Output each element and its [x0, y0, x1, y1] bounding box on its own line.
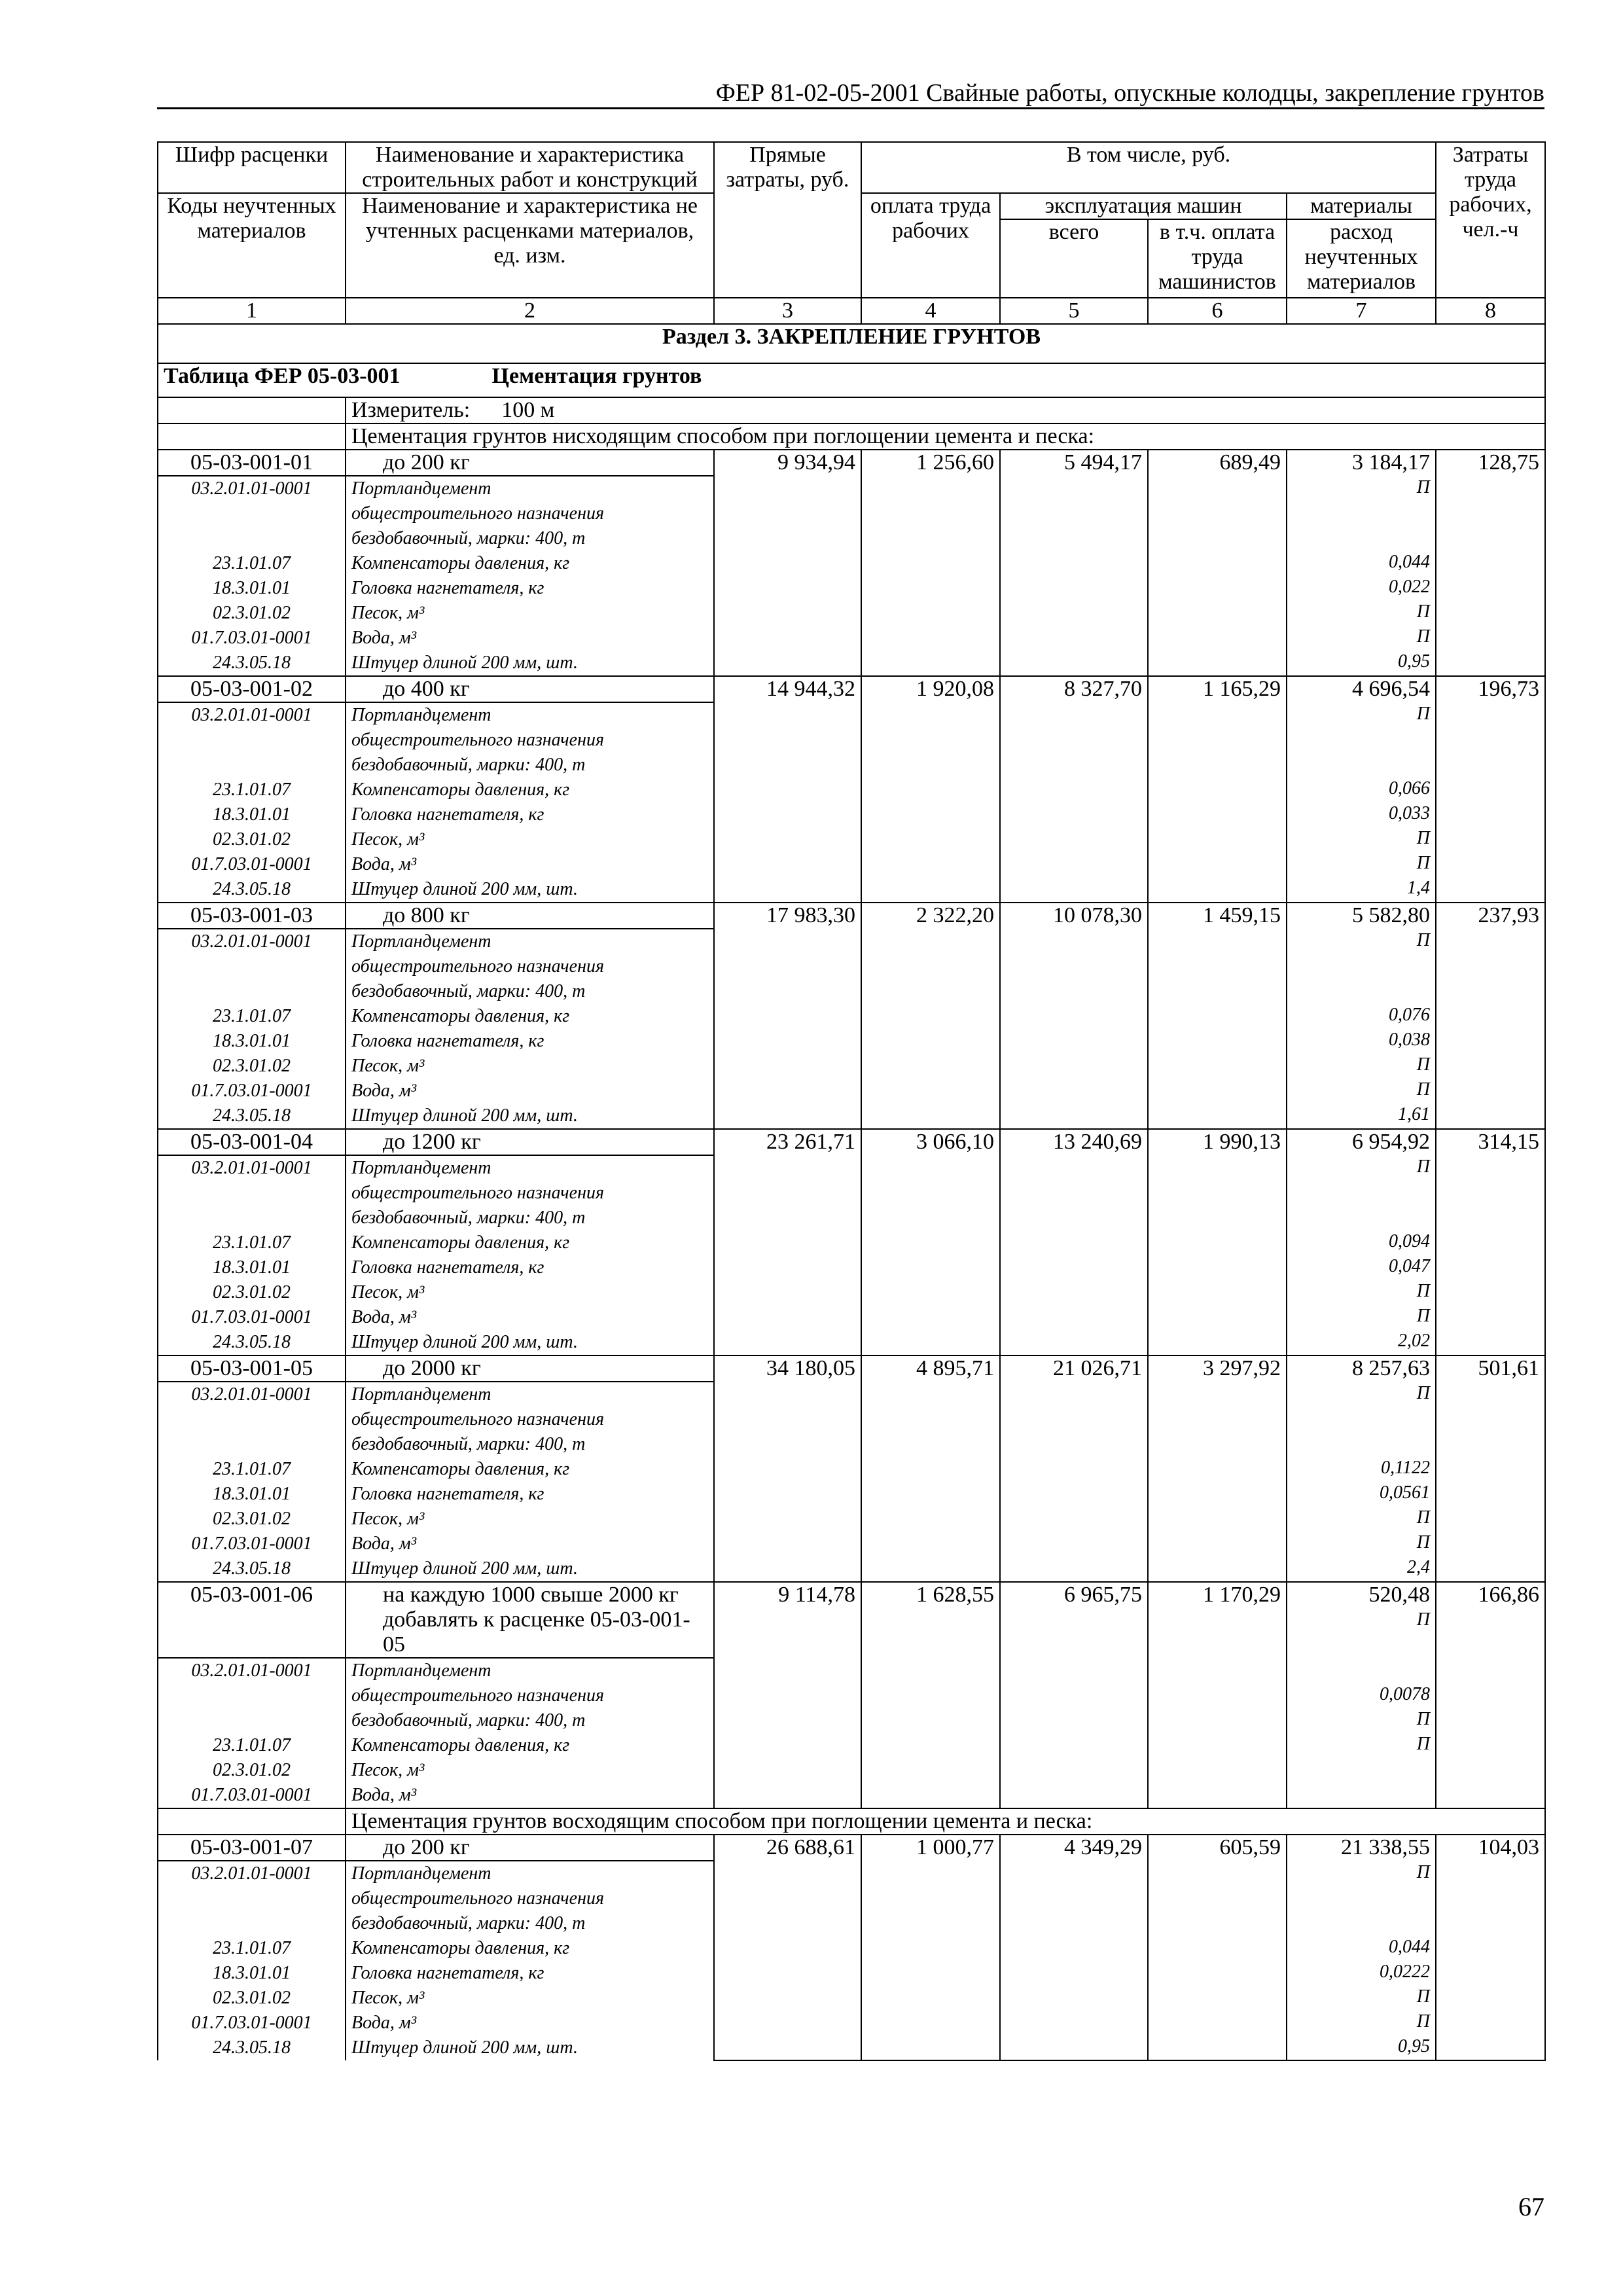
material-code: 23.1.01.07 [158, 778, 346, 802]
material-code: 23.1.01.07 [158, 1004, 346, 1029]
material-qty [1287, 1632, 1435, 1657]
material-code: 01.7.03.01-0001 [158, 852, 346, 877]
machinist-pay: 689,49 [1148, 450, 1287, 676]
material-name: Портландцемент [346, 1382, 714, 1407]
material-qty: 0,0078 [1380, 1684, 1430, 1704]
material-code: 01.7.03.01-0001 [158, 1783, 346, 1808]
labor-hours: 314,15 [1436, 1129, 1545, 1355]
labor-hours: 104,03 [1436, 1835, 1545, 2060]
machines-total: 21 026,71 [1000, 1355, 1148, 1582]
material-name: Головка нагнетателя, кг [346, 576, 714, 601]
material-name: бездобавочный, марки: 400, т [346, 1432, 714, 1457]
material-qty: П [1416, 1306, 1430, 1326]
material-code [158, 728, 346, 753]
material-qty: П [1416, 828, 1430, 848]
table-code: Таблица ФЕР 05-03-001 [164, 364, 401, 388]
material-qty: 0,076 [1389, 1005, 1430, 1025]
material-name: Портландцемент [346, 1155, 714, 1181]
material-code: 01.7.03.01-0001 [158, 1532, 346, 1556]
material-name: Штуцер длиной 200 мм, шт. [346, 1103, 714, 1129]
rate-code: 05-03-001-01 [158, 450, 346, 476]
material-qty [1287, 500, 1435, 525]
rate-name: до 1200 кг [346, 1129, 714, 1155]
labor-hours: 128,75 [1436, 450, 1545, 676]
material-name: Песок, м³ [346, 1986, 714, 2011]
material-qty: П [1416, 1609, 1430, 1630]
machines-total: 13 240,69 [1000, 1129, 1148, 1355]
rate-code: 05-03-001-07 [158, 1835, 346, 1861]
material-qty: П [1416, 1986, 1430, 2007]
rate-code: 05-03-001-02 [158, 676, 346, 702]
direct-cost: 34 180,05 [714, 1355, 861, 1582]
rate-code: 05-03-001-03 [158, 903, 346, 929]
material-code [158, 526, 346, 551]
material-name: бездобавочный, марки: 400, т [346, 526, 714, 551]
material-qty: 0,038 [1389, 1030, 1430, 1050]
material-qty: 1,61 [1398, 1104, 1430, 1124]
material-name: Вода, м³ [346, 1532, 714, 1556]
material-name: Портландцемент [346, 476, 714, 501]
col-number: 8 [1436, 298, 1545, 324]
labor-pay: 4 895,71 [861, 1355, 1000, 1582]
material-name: Портландцемент [346, 1658, 714, 1683]
material-code: 02.3.01.02 [158, 827, 346, 852]
material-qty: П [1416, 477, 1430, 497]
material-qty: 0,0561 [1380, 1482, 1430, 1503]
labor-hours: 237,93 [1436, 903, 1545, 1129]
material-code: 23.1.01.07 [158, 1230, 346, 1255]
machinist-pay: 1 170,29 [1148, 1582, 1287, 1808]
material-qty: 0,044 [1389, 552, 1430, 572]
col-header-labor-pay: оплата труда рабочих [861, 193, 1000, 298]
header-rule [157, 107, 1544, 109]
material-qty: П [1416, 1532, 1430, 1552]
material-code [158, 1886, 346, 1911]
machinist-pay: 1 459,15 [1148, 903, 1287, 1129]
material-qty: П [1416, 2011, 1430, 2032]
material-qty: 0,033 [1389, 803, 1430, 823]
col-number: 7 [1287, 298, 1436, 324]
material-qty: 1,4 [1407, 878, 1430, 898]
material-code: 03.2.01.01-0001 [158, 702, 346, 728]
material-qty [1287, 1885, 1435, 1910]
material-qty: 0,95 [1398, 2036, 1430, 2056]
material-name: бездобавочный, марки: 400, т [346, 979, 714, 1004]
material-code: 03.2.01.01-0001 [158, 1155, 346, 1181]
material-qty: 0,066 [1389, 778, 1430, 798]
machinist-pay: 3 297,92 [1148, 1355, 1287, 1582]
rate-code: 05-03-001-04 [158, 1129, 346, 1155]
material-name: Компенсаторы давления, кг [346, 1457, 714, 1482]
direct-cost: 17 983,30 [714, 903, 861, 1129]
material-code: 01.7.03.01-0001 [158, 626, 346, 651]
material-qty: П [1416, 1079, 1430, 1100]
measure-label: Измеритель: [351, 398, 471, 422]
material-name: Головка нагнетателя, кг [346, 1482, 714, 1507]
material-qty: П [1416, 1862, 1430, 1882]
col-header-material-usage: расход неучтенных материалов [1287, 219, 1436, 298]
material-code: 18.3.01.01 [158, 802, 346, 827]
material-name: Вода, м³ [346, 852, 714, 877]
material-name: Песок, м³ [346, 601, 714, 626]
material-qty: П [1416, 1507, 1430, 1528]
material-name: Вода, м³ [346, 626, 714, 651]
materials-cell [1287, 677, 1435, 901]
col-header-materials: материалы [1287, 193, 1436, 219]
material-name: Вода, м³ [346, 1079, 714, 1103]
material-qty: П [1416, 1157, 1430, 1177]
rate-row [158, 1129, 1545, 1155]
material-name: Песок, м³ [346, 1507, 714, 1532]
material-name: бездобавочный, марки: 400, т [346, 1206, 714, 1230]
materials-cost-value: 8 257,63 [1352, 1356, 1430, 1380]
section-title: Раздел 3. ЗАКРЕПЛЕНИЕ ГРУНТОВ [158, 324, 1545, 363]
running-header: ФЕР 81-02-05-2001 Свайные работы, опускные колодцы, закрепление грунтов [715, 79, 1544, 107]
col-header-machinist-pay: в т.ч. оплата труда машинистов [1148, 219, 1287, 298]
material-code: 18.3.01.01 [158, 576, 346, 601]
material-name: Компенсаторы давления, кг [346, 778, 714, 802]
material-name: Компенсаторы давления, кг [346, 1936, 714, 1961]
material-code: 03.2.01.01-0001 [158, 476, 346, 501]
rates-table [157, 141, 1546, 2061]
material-name: Компенсаторы давления, кг [346, 1004, 714, 1029]
rate-name: до 400 кг [346, 676, 714, 702]
material-qty [1287, 751, 1435, 776]
material-name: общестроительного назначения [346, 1181, 714, 1206]
material-code: 03.2.01.01-0001 [158, 1658, 346, 1683]
material-name: Вода, м³ [346, 1783, 714, 1808]
material-qty: П [1416, 1734, 1430, 1754]
material-code [158, 1432, 346, 1457]
machines-total: 5 494,17 [1000, 450, 1148, 676]
material-qty [1287, 1431, 1435, 1456]
labor-pay: 1 628,55 [861, 1582, 1000, 1808]
direct-cost: 26 688,61 [714, 1835, 861, 2060]
table-name: Цементация грунтов [491, 364, 702, 388]
measure-value: 100 м [501, 398, 555, 422]
labor-pay: 1 256,60 [861, 450, 1000, 676]
materials-cost [1287, 1835, 1436, 2060]
material-name: общестроительного назначения [346, 501, 714, 526]
col-number: 5 [1000, 298, 1148, 324]
machines-total: 10 078,30 [1000, 903, 1148, 1129]
material-qty: П [1416, 601, 1430, 622]
material-qty: 2,02 [1398, 1331, 1430, 1351]
col-header-material-names: Наименование и характеристика не учтенных расценками материалов, ед. изм. [346, 193, 714, 298]
material-name: общестроительного назначения [346, 954, 714, 979]
labor-hours: 166,86 [1436, 1582, 1545, 1808]
col-header-material-codes: Коды неучтенных материалов [158, 193, 346, 298]
col-number: 6 [1148, 298, 1287, 324]
direct-cost: 23 261,71 [714, 1129, 861, 1355]
material-code: 01.7.03.01-0001 [158, 2011, 346, 2036]
material-code: 18.3.01.01 [158, 1029, 346, 1054]
col-header-including: В том числе, руб. [861, 142, 1436, 193]
col-header-direct-costs: Прямые затраты, руб. [714, 142, 861, 298]
material-name: Песок, м³ [346, 1758, 714, 1783]
col-header-machines: эксплуатация машин [1000, 193, 1287, 219]
material-code [158, 1181, 346, 1206]
material-qty [1287, 525, 1435, 550]
material-name: Компенсаторы давления, кг [346, 1230, 714, 1255]
materials-cell [1287, 450, 1435, 674]
rate-name: до 2000 кг [346, 1355, 714, 1382]
material-code [158, 1206, 346, 1230]
material-code [158, 501, 346, 526]
material-code: 24.3.05.18 [158, 1330, 346, 1355]
material-qty [1287, 726, 1435, 751]
col-number: 4 [861, 298, 1000, 324]
labor-hours: 501,61 [1436, 1355, 1545, 1582]
material-code: 18.3.01.01 [158, 1961, 346, 1986]
machines-total: 6 965,75 [1000, 1582, 1148, 1808]
material-code [158, 1407, 346, 1432]
material-name: Головка нагнетателя, кг [346, 1029, 714, 1054]
direct-cost: 14 944,32 [714, 676, 861, 903]
material-code [158, 954, 346, 979]
material-qty [1287, 978, 1435, 1003]
material-code: 02.3.01.02 [158, 1054, 346, 1079]
labor-pay: 1 920,08 [861, 676, 1000, 903]
material-name: общестроительного назначения [346, 728, 714, 753]
rate-row [158, 450, 1545, 476]
rate-name: на каждую 1000 свыше 2000 кг добавлять к расценке 05-03-001-05 [346, 1582, 714, 1658]
materials-cost [1287, 1129, 1436, 1355]
material-code: 23.1.01.07 [158, 1457, 346, 1482]
materials-cost-value: 520,48 [1368, 1583, 1430, 1607]
material-name: Песок, м³ [346, 1280, 714, 1305]
material-code: 23.1.01.07 [158, 1733, 346, 1758]
material-qty [1287, 1204, 1435, 1229]
material-name: бездобавочный, марки: 400, т [346, 1708, 714, 1733]
direct-cost: 9 934,94 [714, 450, 861, 676]
material-name: Компенсаторы давления, кг [346, 1733, 714, 1758]
col-header-labor-hours: Затраты труда рабочих, чел.-ч [1436, 142, 1545, 298]
method-subheader: Цементация грунтов восходящим способом при поглощении цемента и песка: [346, 1808, 1545, 1835]
material-name: Штуцер длиной 200 мм, шт. [346, 2036, 714, 2060]
machinist-pay: 1 165,29 [1148, 676, 1287, 903]
material-qty [1287, 1406, 1435, 1431]
material-code: 01.7.03.01-0001 [158, 1305, 346, 1330]
material-name: бездобавочный, марки: 400, т [346, 1911, 714, 1936]
material-code: 24.3.05.18 [158, 1556, 346, 1582]
material-code: 03.2.01.01-0001 [158, 1382, 346, 1407]
material-qty: П [1416, 1281, 1430, 1301]
material-code: 02.3.01.02 [158, 1986, 346, 2011]
material-qty: 0,047 [1389, 1256, 1430, 1276]
method-subheader: Цементация грунтов нисходящим способом при поглощении цемента и песка: [346, 423, 1545, 450]
material-code: 02.3.01.02 [158, 1507, 346, 1532]
material-name: Вода, м³ [346, 2011, 714, 2036]
machines-total: 4 349,29 [1000, 1835, 1148, 2060]
material-code: 01.7.03.01-0001 [158, 1079, 346, 1103]
materials-cell [1287, 1356, 1435, 1580]
materials-cost [1287, 1582, 1436, 1808]
rate-row [158, 1582, 1545, 1658]
material-name: Песок, м³ [346, 827, 714, 852]
material-name: общестроительного назначения [346, 1407, 714, 1432]
materials-cell [1287, 1130, 1435, 1354]
material-name: Головка нагнетателя, кг [346, 802, 714, 827]
material-name: бездобавочный, марки: 400, т [346, 753, 714, 778]
material-name: Портландцемент [346, 702, 714, 728]
material-qty: 0,1122 [1381, 1458, 1430, 1478]
material-code: 02.3.01.02 [158, 601, 346, 626]
material-qty: 0,094 [1389, 1231, 1430, 1251]
materials-cell [1287, 1835, 1435, 2059]
page-number: 67 [1518, 2192, 1544, 2221]
material-code: 02.3.01.02 [158, 1758, 346, 1783]
material-code: 24.3.05.18 [158, 651, 346, 676]
material-qty: П [1416, 626, 1430, 647]
material-qty: 0,022 [1389, 577, 1430, 597]
material-code: 24.3.05.18 [158, 2036, 346, 2060]
material-qty: П [1416, 704, 1430, 724]
rate-row [158, 1355, 1545, 1382]
materials-cost-value: 4 696,54 [1352, 677, 1430, 701]
material-code [158, 1911, 346, 1936]
rate-row [158, 1835, 1545, 1861]
material-code: 24.3.05.18 [158, 877, 346, 903]
rate-name: до 200 кг [346, 1835, 714, 1861]
material-code: 24.3.05.18 [158, 1103, 346, 1129]
materials-cost-value: 3 184,17 [1352, 450, 1430, 475]
materials-cost [1287, 1355, 1436, 1582]
materials-cost [1287, 903, 1436, 1129]
rate-row [158, 676, 1545, 702]
material-qty: П [1416, 1054, 1430, 1075]
material-qty: П [1416, 1383, 1430, 1403]
col-header-machines-total: всего [1000, 219, 1148, 298]
material-qty: П [1416, 853, 1430, 873]
materials-cost-value: 21 338,55 [1341, 1835, 1430, 1859]
materials-cost [1287, 676, 1436, 903]
material-name: Компенсаторы давления, кг [346, 551, 714, 576]
material-qty [1287, 1910, 1435, 1935]
col-number: 1 [158, 298, 346, 324]
table-title [158, 363, 1545, 397]
material-qty [1287, 953, 1435, 978]
material-name: общестроительного назначения [346, 1886, 714, 1911]
materials-cost [1287, 450, 1436, 676]
rate-name: до 800 кг [346, 903, 714, 929]
col-number: 2 [346, 298, 714, 324]
labor-pay: 3 066,10 [861, 1129, 1000, 1355]
material-code: 23.1.01.07 [158, 551, 346, 576]
material-code [158, 753, 346, 778]
material-name: Штуцер длиной 200 мм, шт. [346, 651, 714, 676]
material-code: 03.2.01.01-0001 [158, 929, 346, 954]
material-name: Головка нагнетателя, кг [346, 1255, 714, 1280]
materials-cost-value: 5 582,80 [1352, 903, 1430, 927]
material-name: Головка нагнетателя, кг [346, 1961, 714, 1986]
rate-row [158, 903, 1545, 929]
material-code: 18.3.01.01 [158, 1255, 346, 1280]
material-code: 18.3.01.01 [158, 1482, 346, 1507]
material-name: Портландцемент [346, 1861, 714, 1886]
col-number: 3 [714, 298, 861, 324]
labor-pay: 1 000,77 [861, 1835, 1000, 2060]
material-qty: 2,4 [1407, 1557, 1430, 1577]
material-qty: 0,0222 [1380, 1962, 1430, 1982]
material-qty: П [1416, 1709, 1430, 1729]
machines-total: 8 327,70 [1000, 676, 1148, 903]
material-name: Портландцемент [346, 929, 714, 954]
material-code: 03.2.01.01-0001 [158, 1861, 346, 1886]
col-header-rate-code: Шифр расценки [158, 142, 346, 193]
direct-cost: 9 114,78 [714, 1582, 861, 1808]
labor-hours: 196,73 [1436, 676, 1545, 903]
material-qty [1287, 1657, 1435, 1682]
rate-name: до 200 кг [346, 450, 714, 476]
rate-code: 05-03-001-05 [158, 1355, 346, 1382]
material-code [158, 1708, 346, 1733]
measure-unit [346, 397, 1545, 423]
material-name: Песок, м³ [346, 1054, 714, 1079]
material-name: Штуцер длиной 200 мм, шт. [346, 1556, 714, 1582]
material-code: 23.1.01.07 [158, 1936, 346, 1961]
material-qty: П [1416, 930, 1430, 950]
materials-cell [1287, 1583, 1435, 1757]
material-name: Штуцер длиной 200 мм, шт. [346, 1330, 714, 1355]
material-qty: 0,95 [1398, 651, 1430, 672]
material-name: Штуцер длиной 200 мм, шт. [346, 877, 714, 903]
material-code [158, 979, 346, 1004]
rate-code: 05-03-001-06 [158, 1582, 346, 1658]
material-code [158, 1683, 346, 1708]
materials-cell [1287, 903, 1435, 1127]
machinist-pay: 1 990,13 [1148, 1129, 1287, 1355]
machinist-pay: 605,59 [1148, 1835, 1287, 2060]
materials-cost-value: 6 954,92 [1352, 1130, 1430, 1154]
material-qty: 0,044 [1389, 1937, 1430, 1957]
material-name: общестроительного назначения [346, 1683, 714, 1708]
labor-pay: 2 322,20 [861, 903, 1000, 1129]
material-code: 02.3.01.02 [158, 1280, 346, 1305]
material-name: Вода, м³ [346, 1305, 714, 1330]
material-qty [1287, 1179, 1435, 1204]
col-header-work-name: Наименование и характеристика строительных работ и конструкций [346, 142, 714, 193]
